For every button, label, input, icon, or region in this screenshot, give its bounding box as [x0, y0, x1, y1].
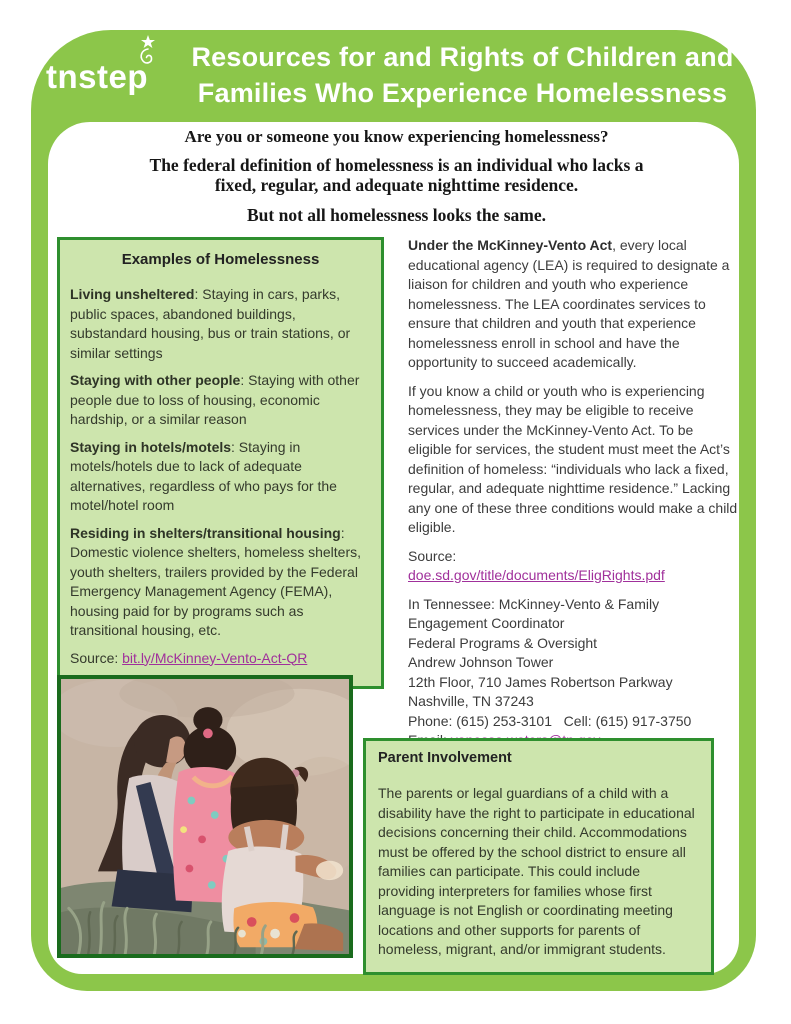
intro-definition: The federal definition of homelessness is an individual who lacks a fixed, regular, and adequate nighttime residence. — [149, 155, 644, 195]
intro-question: Are you or someone you know experiencing homelessness? — [184, 127, 609, 146]
intro-block — [48, 127, 745, 226]
contact-line: In Tennessee: McKinney-Vento & Family — [408, 595, 660, 612]
example-item-hotels: Staying in hotels/motels: Staying in motels/hotels due to lack of adequate alternatives, regardless of who pays for the motel/hotel room — [70, 438, 337, 513]
page-title — [175, 39, 750, 111]
title-line-1: Resources for and Rights of Children and — [191, 42, 734, 72]
parent-involvement-box — [363, 738, 714, 975]
examples-source-line: Source: bit.ly/McKinney-Vento-Act-QR — [70, 649, 308, 666]
right-source-line: Source: doe.sd.gov/title/documents/EligRights.pdf — [408, 547, 665, 583]
mckinney-vento-paragraph-2: If you know a child or youth who is experiencing homelessness, they may be eligible to receive services under the McKinney-Vento Act. To be eligible for services, the student must meet the Act’s definition of homeless: “individuals who lack a fixed, regular, and adequate nighttime residence.” Lacking any one of these three conditions would make a child eligible. — [408, 382, 738, 535]
mckinney-vento-info — [408, 236, 740, 751]
parent-box-title: Parent Involvement — [378, 750, 512, 766]
contact-line: Federal Programs & Oversight — [408, 634, 598, 651]
elig-rights-link[interactable]: doe.sd.gov/title/documents/EligRights.pdf — [408, 567, 665, 583]
contact-line: 12th Floor, 710 James Robertson Parkway — [408, 673, 673, 690]
contact-line: Nashville, TN 37243 — [408, 693, 534, 709]
mckinney-vento-paragraph-1: Under the McKinney-Vento Act, every local educational agency (LEA) is required to designate a liaison for children and youth who experience homelessness. The LEA coordinates services to ensure that children and youth that experience homelessness enroll in school and have the opportunity to succeed academically. — [408, 237, 730, 370]
contact-line: Engagement Coordinator — [408, 615, 565, 631]
example-item-unsheltered: Living unsheltered: Staying in cars, parks, public spaces, abandoned buildings, substandard housing, bus or train stations, or similar settings — [70, 286, 351, 361]
mckinney-vento-qr-link[interactable]: bit.ly/McKinney-Vento-Act-QR — [122, 649, 308, 666]
contact-phone-line: Phone: (615) 253-3101 Cell: (615) 917-3750 — [408, 712, 692, 729]
examples-box — [57, 237, 384, 689]
children-photo — [57, 675, 353, 958]
contact-line: Andrew Johnson Tower — [408, 654, 554, 670]
tnstep-logo — [42, 34, 172, 104]
examples-box-title: Examples of Homelessness — [121, 251, 320, 268]
contact-block — [408, 595, 740, 751]
example-item-other-people: Staying with other people: Staying with other people due to loss of housing, economic hardship, or a similar reason — [70, 372, 360, 427]
logo-text: tnstep — [46, 58, 148, 95]
children-photo-illustration — [61, 679, 349, 954]
parent-box-body: The parents or legal guardians of a child with a disability have the right to participate in educational decisions concerning their child. Accommodations must be offered by the school district to ensure all families can participate. This could include providing interpreters for families whose first language is not English or coordinating meeting locations and other supports for parents of homeless, migrant, and/or immigrant students. — [378, 785, 695, 957]
intro-note: But not all homelessness looks the same. — [247, 205, 546, 225]
title-line-2: Families Who Experience Homelessness — [197, 78, 728, 108]
example-item-shelters: Residing in shelters/transitional housing: Domestic violence shelters, homeless shelters, youth shelters, trailers provided by the Federal Emergency Management Agency (FEMA), housing paid for by programs such as transitional housing, etc. — [70, 524, 362, 638]
